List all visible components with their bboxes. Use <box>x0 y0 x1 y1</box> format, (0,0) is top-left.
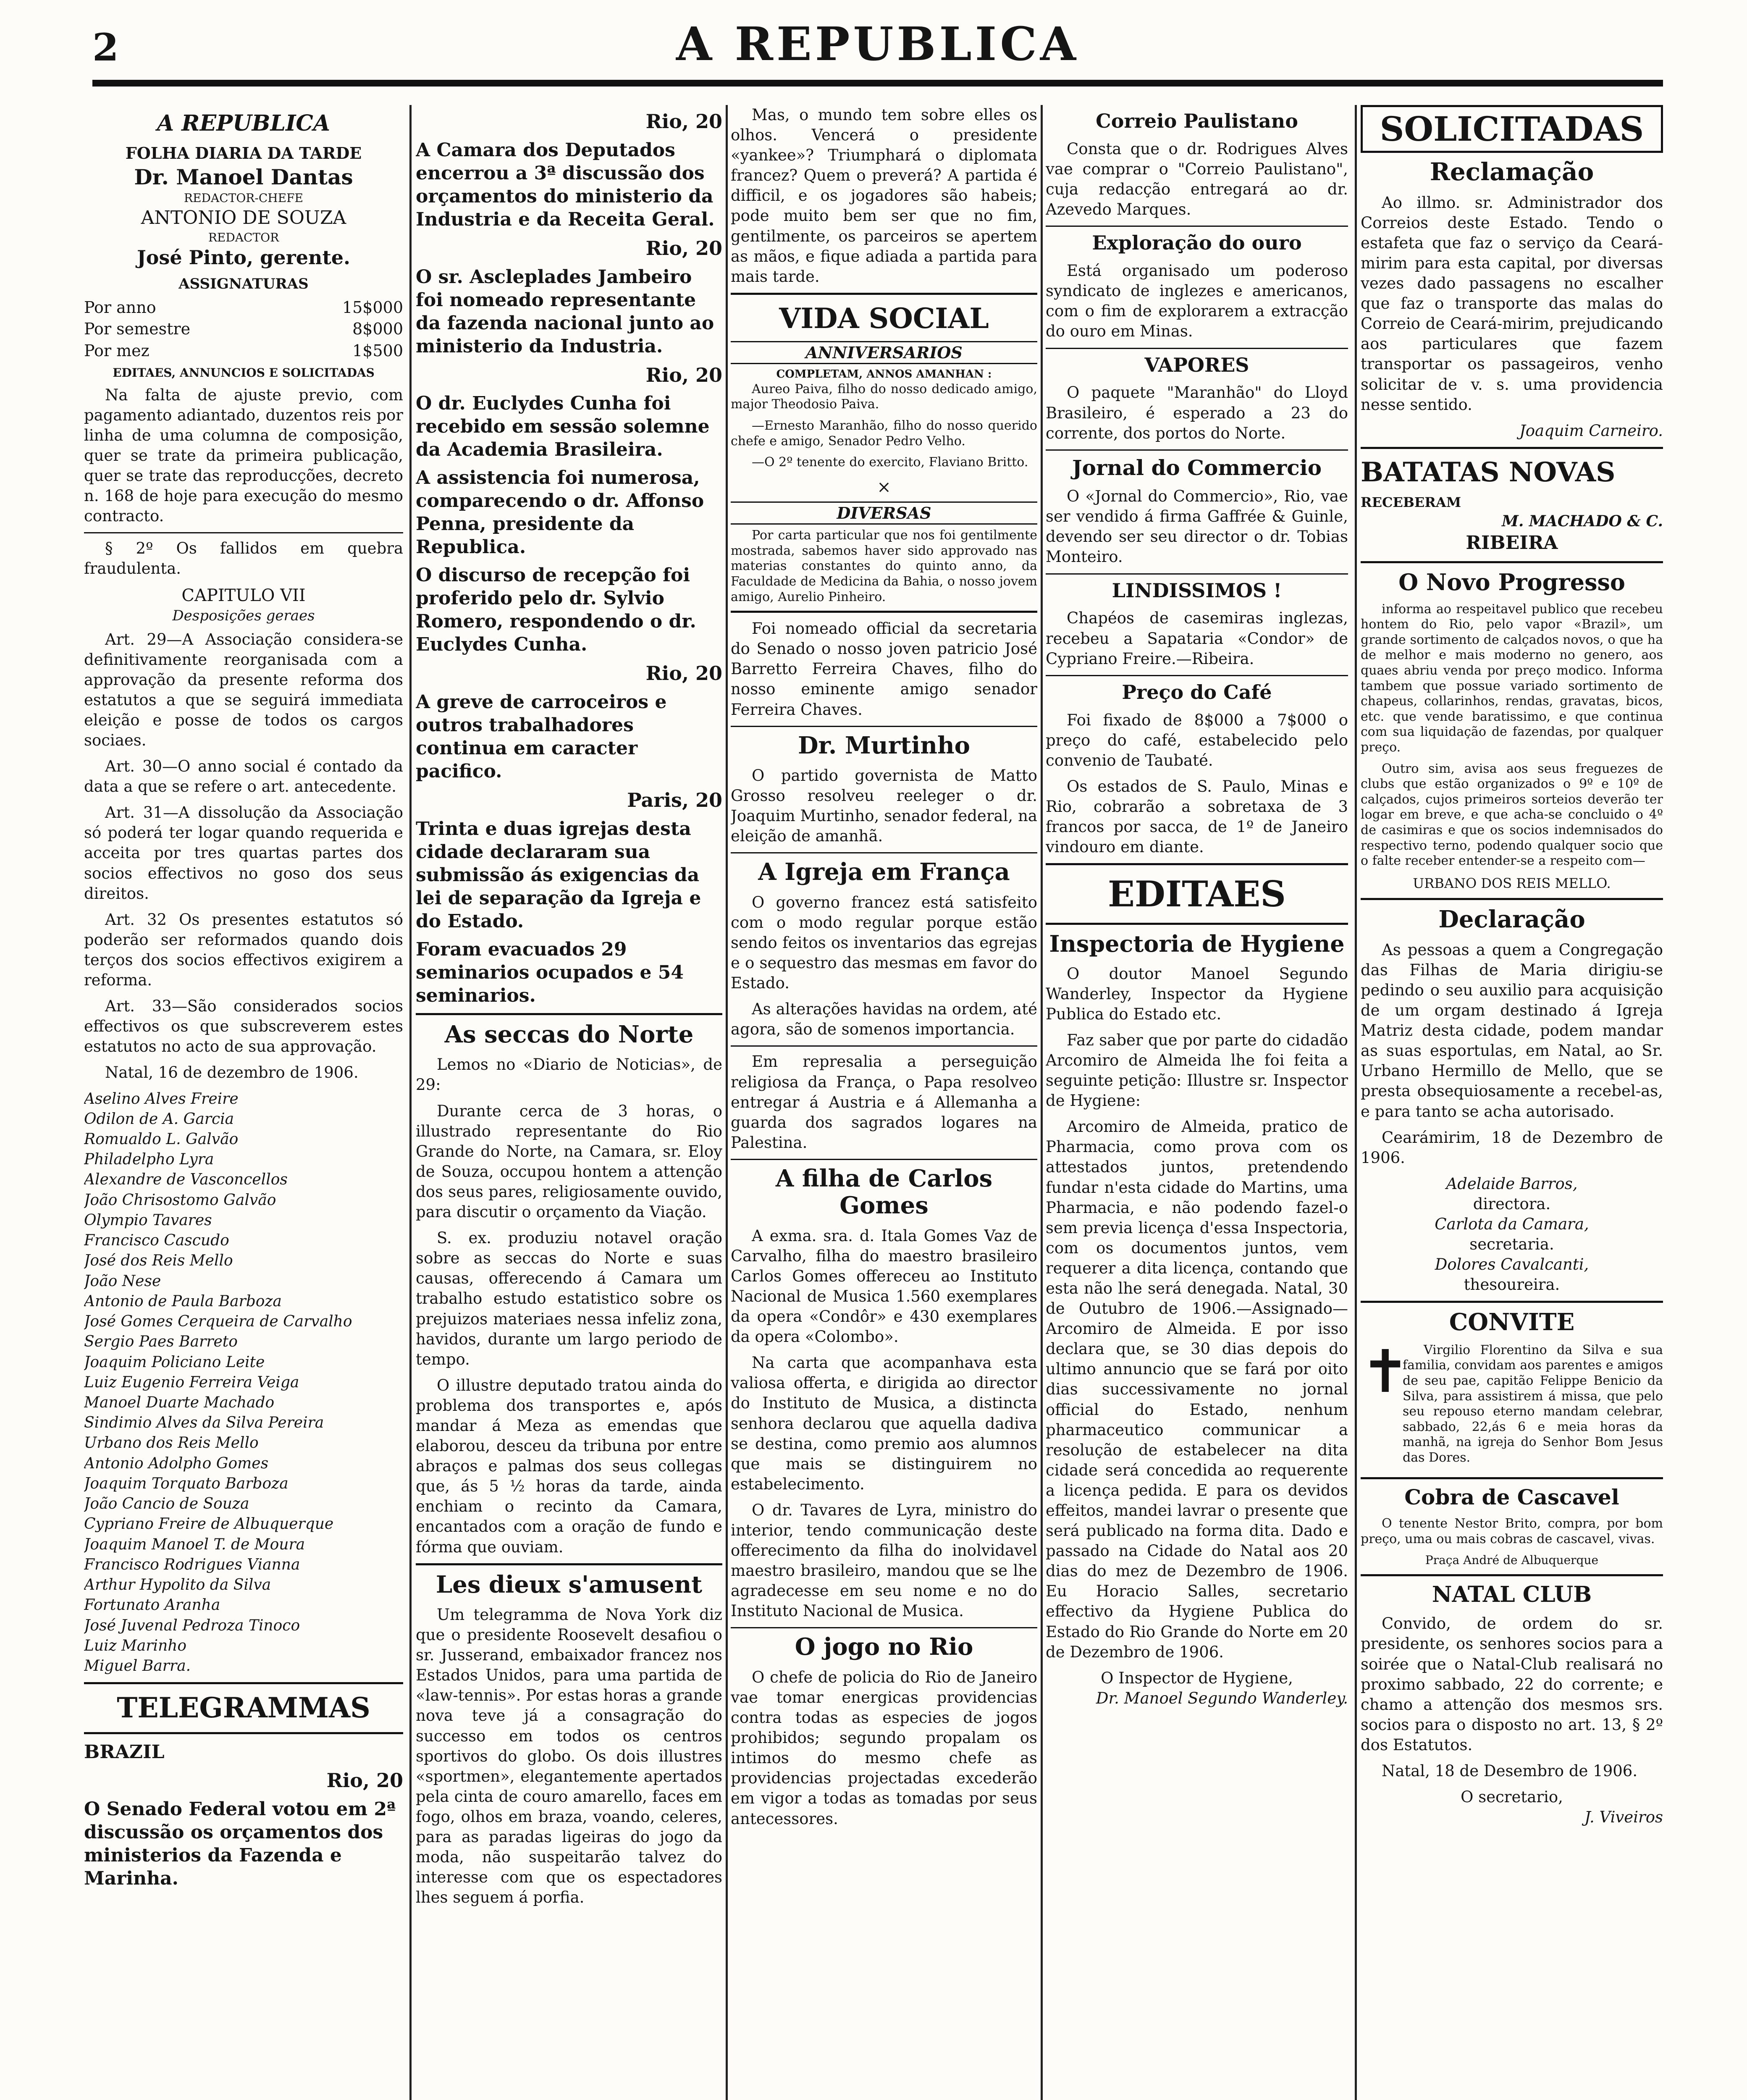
anniversary: —Ernesto Maranhão, filho do nosso querido chefe e amigo, Senador Pedro Velho. <box>731 418 1037 449</box>
paragraph: O tenente Nestor Brito, compra, por bom preço, uma ou mais cobras de cascavel, vivas. <box>1361 1516 1663 1546</box>
paragraph: Mas, o mundo tem sobre elles os olhos. Vencerá o presidente «yankee»? Triumphará o diplomata francez? Quem o preverá? A partida é difficil, e os jogadores são habeis; pode muito bem ser que no fim, gentilmente, os parceiros se apertem as mãos, e fique adiada a partida para mais tarde. <box>731 106 1037 286</box>
signature-name: Fortunato Aranha <box>84 1596 220 1614</box>
signature: Carlota da Camara, <box>1435 1215 1589 1233</box>
paragraph: Foi nomeado official da secretaria do Senado o nosso joven patricio José Barretto Ferreira Chaves, filho do nosso eminente amigo senador Ferreira Chaves. <box>731 620 1037 719</box>
ad-location: RIBEIRA <box>1466 532 1558 554</box>
subscription-row <box>84 341 403 361</box>
dateline: Natal, 16 de dezembro de 1906. <box>105 1063 359 1082</box>
paragraph: As pessoas a quem a Congregação das Filhas de Maria dirigiu-se pedindo o seu auxilio para acquisição de um orgam destinado á Igreja Matriz desta cidade, podem mandar as suas esportulas, em Natal, ao Sr. Urbano Hermillo de Mello, que se presta obsequiosamente a recebel-as, e para tanto se acha autorisado. <box>1361 940 1663 1121</box>
signature-name: Cypriano Freire de Albuquerque <box>84 1515 334 1533</box>
signature-name: Sindimio Alves da Silva Pereira <box>84 1414 324 1432</box>
subscription-label: Por semestre <box>84 320 191 339</box>
column-divider <box>1355 105 1357 2100</box>
headline: O Novo Progresso <box>1398 568 1625 596</box>
rule <box>731 611 1037 613</box>
article: Art. 33—São considerados socios effectivos os que subscreverem estes estatutos no acto de sua approvação. <box>84 997 403 1056</box>
column-divider <box>726 105 728 2100</box>
rule <box>1046 348 1348 349</box>
paragraph: Foi fixado de 8$000 a 7$000 o preço do café, estabelecido pelo convenio de Taubaté. <box>1046 711 1348 769</box>
subscription-price: 8$000 <box>352 320 403 339</box>
paper-name: A REPUBLICA <box>157 110 331 136</box>
rule <box>731 1045 1037 1047</box>
signature: Dr. Manoel Segundo Wanderley. <box>1096 1689 1348 1707</box>
column-1 <box>84 105 403 2100</box>
telegram: O sr. Ascleplades Jambeiro foi nomeado representante da fazenda nacional junto ao ministerio da Industria. <box>416 266 714 357</box>
cross-icon: ✝ <box>1361 1337 1410 1406</box>
signature-name: Aselino Alves Freire <box>84 1090 239 1108</box>
paper-subtitle: FOLHA DIARIA DA TARDE <box>125 143 362 163</box>
telegram-dateline: Rio, 20 <box>326 1769 403 1792</box>
subscription-price: 1$500 <box>352 341 403 360</box>
chapter-subtitle: Desposições geraes <box>172 607 315 625</box>
telegram: O dr. Euclydes Cunha foi recebido em sessão solemne da Academia Brasileira. <box>416 393 710 461</box>
paragraph: O «Jornal do Commercio», Rio, vae ser vendido á firma Gaffrée & Guinle, devendo ser seu director o dr. Tobias Monteiro. <box>1046 487 1348 566</box>
paragraph: Chapéos de casemiras inglezas, recebeu a Sapataria «Condor» de Cypriano Freire.—Ribeira. <box>1046 609 1348 668</box>
telegram: O Senado Federal votou em 2ª discussão os orçamentos dos ministerios da Fazenda e Marinha. <box>84 1798 396 1890</box>
rule <box>416 1013 722 1015</box>
rule <box>731 1627 1037 1628</box>
column-divider <box>1041 105 1043 2100</box>
signature: URBANO DOS REIS MELLO. <box>1413 875 1611 891</box>
signature-name: José Gomes Cerqueira de Carvalho <box>84 1313 352 1331</box>
subsection-title: DIVERSAS <box>731 501 1037 525</box>
subscription-row <box>84 297 403 318</box>
headline: A Igreja em França <box>758 858 1010 886</box>
masthead: A REPUBLICA <box>676 17 1080 71</box>
ads-text: Na falta de ajuste previo, com pagamento adiantado, duzentos reis por linha de uma columna de composição, quer se trate da primeira publicação, quer se trate das reproducções, decreto n. 168 de hoje para execução do mesmo contracto. <box>84 386 403 525</box>
rule <box>1361 1301 1663 1303</box>
article: Art. 29—A Associação considera-se definitivamente reorganisada com a approvação da presente reforma dos estatutos a que se seguirá immediata eleição e posse de todos os cargos sociaes. <box>84 630 403 749</box>
rule <box>1361 1574 1663 1576</box>
rule <box>84 532 403 533</box>
paragraph: Durante cerca de 3 horas, o illustrado representante do Rio Grande do Norte, na Camara, sr. Eloy de Souza, occupou hontem a attenção dos seus pares, religiosamente ouvido, para discutir o orçamento da Viação. <box>416 1102 722 1221</box>
signature-role: secretaria. <box>1469 1235 1554 1254</box>
editor-role: REDACTOR <box>208 230 279 244</box>
telegram-dateline: Rio, 20 <box>645 110 722 133</box>
rule <box>1361 561 1663 563</box>
rule <box>731 293 1037 295</box>
paragraph: O dr. Tavares de Lyra, ministro do interior, tendo communicação deste offerecimento da filha do inolvidavel maestro brasileiro, mandou que se lhe agradecesse em seu nome e no do Instituto Nacional de Musica. <box>731 1501 1037 1620</box>
telegram: A assistencia foi numerosa, comparecendo o dr. Affonso Penna, presidente da Republica. <box>416 467 704 558</box>
page-header <box>92 17 1663 84</box>
paragraph: Consta que o dr. Rodrigues Alves vae comprar o "Correio Paulistano", cuja redacção entregará ao dr. Azevedo Marques. <box>1046 139 1348 219</box>
paragraph: S. ex. produziu notavel oração sobre as seccas do Norte e suas causas, offerecendo á Camara um trabalho estudo estatistico sobre os prejuizos materiaes nessa infeliz zona, havidos, durante um largo periodo de tempo. <box>416 1229 722 1368</box>
paragraph: § 2º Os fallidos em quebra fraudulenta. <box>84 539 403 578</box>
headline: Exploração do ouro <box>1092 231 1302 255</box>
paragraph: O doutor Manoel Segundo Wanderley, Inspector da Hygiene Publica do Estado etc. <box>1046 964 1348 1023</box>
column-2 <box>416 105 722 2100</box>
article: Art. 31—A dissolução da Associação só poderá ter logar quando requerida e acceita por tres quartas partes dos socios effectivos no goso dos seus direitos. <box>84 803 403 903</box>
telegram-dateline: Rio, 20 <box>645 236 722 260</box>
signature-name: Joaquim Torquato Barboza <box>84 1475 289 1492</box>
headline: Dr. Murtinho <box>797 731 971 759</box>
invitation <box>1361 1337 1663 1472</box>
signature-role: O secretario, <box>1461 1788 1563 1806</box>
rule <box>1046 449 1348 451</box>
rule <box>1046 863 1348 865</box>
signature-name: Joaquim Policiano Leite <box>84 1353 265 1371</box>
ads-title: EDITAES, ANNUNCIOS E SOLICITADAS <box>113 366 375 380</box>
paragraph: A exma. sra. d. Itala Gomes Vaz de Carvalho, filha do maestro brasileiro Carlos Gomes offereceu ao Instituto Nacional de Musica 1.560 exemplares da opera «Condôr» e 430 exemplares da opera «Colombo». <box>731 1226 1037 1346</box>
signature-name: Joaquim Manoel T. de Moura <box>84 1536 305 1553</box>
section-title: EDITAES <box>1108 873 1286 915</box>
headline: O jogo no Rio <box>795 1633 973 1661</box>
paragraph: Está organisado um poderoso syndicato de inglezes e americanos, com o fim de explorarem a extracção do ouro em Minas. <box>1046 262 1348 341</box>
paragraph: Virgilio Florentino da Silva e sua familia, convidam aos parentes e amigos de seu pae, capitão Felippe Benicio da Silva, para assistirem á missa, que pelo seu repouso eterno mandam celebrar, sabbado, 22,ás 6 e meia horas da manhã, na igreja do Senhor Bom Jesus das Dores. <box>1403 1342 1663 1465</box>
editor-chief-role: REDACTOR-CHEFE <box>184 191 303 205</box>
signature-role: thesoureira. <box>1464 1276 1560 1294</box>
paragraph: Arcomiro de Almeida, pratico de Pharmacia, como prova com os attestados juntos, pretendendo fundar n'esta cidade do Martins, uma Pharmacia, e não podendo fazel-o sem previa licença d'essa Inspectoria, com os documentos juntos, vem requerer a dita licença, contando que esta não lhe será denegada. Natal, 30 de Outubro de 1906.—Assignado—Arcomiro de Almeida. E por isso declara que, se 30 dias depois do ultimo annuncio que se fará por oito dias successivamente no jornal official do Estado, nenhum pharmaceutico communicar a resolução de estabelecer na dita cidade será concedida ao requerente a licença pedida. E para os devidos effeitos, mandei lavrar o presente que será publicado na forma dita. Dado e passado na Cidade do Natal aos 20 dias do mez de Dezembro de 1906. Eu Horacio Salles, secretario effectivo da Hygiene Publica do Estado do Rio Grande do Norte em 20 de Dezembro de 1906. <box>1046 1118 1348 1661</box>
signature: Adelaide Barros, <box>1446 1174 1578 1193</box>
manager: José Pinto, gerente. <box>137 246 350 269</box>
ad-firm: M. MACHADO & C. <box>1502 512 1663 530</box>
signature-name: Romualdo L. Galvão <box>84 1130 239 1148</box>
rule <box>1046 923 1348 925</box>
signature-name: Philadelpho Lyra <box>84 1151 214 1168</box>
paragraph: O governo francez está satisfeito com o modo regular porque estão sendo feitos os inventarios das egrejas e o sequestro das mesmas em favor do Estado. <box>731 893 1037 992</box>
headline: Les dieux s'amusent <box>435 1570 703 1599</box>
signature: J. Viveiros <box>1584 1808 1663 1827</box>
article: Art. 30—O anno social é contado da data a que se refere o art. antecedente. <box>84 757 403 796</box>
section-title: SOLICITADAS <box>1361 105 1663 153</box>
column-divider <box>409 105 412 2100</box>
anniversary: —O 2º tenente do exercito, Flaviano Britto. <box>752 455 1028 470</box>
telegram: A greve de carroceiros e outros trabalhadores continua em caracter pacifico. <box>416 691 667 782</box>
headline: Declaração <box>1438 906 1585 934</box>
subscription-price: 15$000 <box>342 298 403 317</box>
rule <box>84 1732 403 1734</box>
telegram-dateline: Rio, 20 <box>645 363 722 386</box>
paragraph: Os estados de S. Paulo, Minas e Rio, cobrarão a sobretaxa de 3 francos por sacca, de 1º de Janeiro vindouro em diante. <box>1046 777 1348 856</box>
rule <box>1046 226 1348 227</box>
rule <box>1361 447 1663 449</box>
telegram: A Camara dos Deputados encerrou a 3ª discussão dos orçamentos do ministerio da Industria e da Receita Geral. <box>416 139 715 230</box>
signature-name: José dos Reis Mello <box>84 1252 233 1270</box>
signature-name: João Cancio de Souza <box>84 1495 249 1513</box>
section-title: VIDA SOCIAL <box>779 302 989 335</box>
signature: Dolores Cavalcanti, <box>1435 1255 1589 1274</box>
paragraph: Faz saber que por parte do cidadão Arcomiro de Almeida lhe foi feita a seguinte petição: Illustre sr. Inspector de Hygiene: <box>1046 1031 1348 1110</box>
paragraph: Convido, de ordem do sr. presidente, os senhores socios para a soirée que o Natal-Club realisará no proximo sabbado, 22 do corrente; e chamo a attenção dos mesmos srs. socios para o disposto no art. 13, § 2º dos Estatutos. <box>1361 1614 1663 1754</box>
signature-name: Luiz Marinho <box>84 1637 187 1654</box>
paragraph: Lemos no «Diario de Noticias», de 29: <box>416 1055 722 1094</box>
signature-name: José Juvenal Pedroza Tinoco <box>84 1617 300 1634</box>
page-number: 2 <box>92 25 119 70</box>
paragraph: O chefe de policia do Rio de Janeiro vae tomar energicas providencias contra todas as especies de jogos prohibidos; segundo propalam os intimos do mesmo chefe as providencias projectadas excederão em vigor a todas as tomadas por seus antecessores. <box>731 1668 1037 1828</box>
signature-name: Olympio Tavares <box>84 1211 212 1229</box>
signature-name: Urbano dos Reis Mello <box>84 1434 259 1452</box>
article: Art. 32 Os presentes estatutos só poderão ser reformados quando dois terços dos socios effectivos exigirem a reforma. <box>84 910 403 990</box>
rule <box>1046 573 1348 575</box>
paragraph: Outro sim, avisa aos seus freguezes de clubs que estão organizados o 9º e 10º de calçados, cujos primeiros sorteios deverão ter logar em breve, e que acha-se concluido o 4º de casimiras e que os socios indemnisados do respectivo terno, podendo qualquer socio que o falte receber entender-se a respeito com— <box>1361 761 1663 869</box>
subscription-row <box>84 319 403 339</box>
rule <box>1361 1477 1663 1479</box>
rule <box>731 726 1037 727</box>
signature-name: Francisco Rodrigues Vianna <box>84 1556 300 1573</box>
divider-cross: × <box>877 477 891 497</box>
headline: Cobra de Cascavel <box>1404 1485 1619 1510</box>
masthead-rule <box>92 80 1663 87</box>
headline: VAPORES <box>1144 353 1249 376</box>
signature-name: Manoel Duarte Machado <box>84 1394 275 1412</box>
rule <box>731 852 1037 853</box>
headline: Correio Paulistano <box>1096 110 1298 132</box>
paragraph: O partido governista de Matto Grosso resolveu reeleger o dr. Joaquim Murtinho, senador federal, na eleição de amanhã. <box>731 766 1037 845</box>
rule <box>1046 675 1348 676</box>
headline: As seccas do Norte <box>444 1020 694 1048</box>
headline: Inspectoria de Hygiene <box>1049 930 1345 958</box>
signature-name: Antonio Adolpho Gomes <box>84 1454 269 1472</box>
headline: CONVITE <box>1449 1308 1575 1336</box>
subscription-label: Por mez <box>84 341 150 360</box>
subscriptions-title: ASSIGNATURAS <box>178 275 309 292</box>
telegram: Foram evacuados 29 seminarios ocupados e 54 seminarios. <box>416 938 684 1006</box>
signature-name: Antonio de Paula Barboza <box>84 1292 282 1310</box>
telegram-dateline: Paris, 20 <box>627 789 722 812</box>
column-3 <box>731 105 1037 2100</box>
subsection-title: ANNIVERSARIOS <box>731 341 1037 364</box>
signature-name: Miguel Barra. <box>84 1657 191 1675</box>
ad-title: BATATAS NOVAS <box>1361 456 1616 488</box>
chapter-title: CAPITULO VII <box>181 586 306 606</box>
rule <box>1361 898 1663 900</box>
signature-name: João Nese <box>84 1272 161 1290</box>
rule <box>84 1682 403 1684</box>
column-5 <box>1361 105 1663 2100</box>
telegram-dateline: Rio, 20 <box>645 662 722 685</box>
telegrams-title: TELEGRAMMAS <box>117 1691 370 1725</box>
paragraph: Por carta particular que nos foi gentilmente mostrada, sabemos haver sido approvado nas materias constantes do quinto anno, da Faculdade de Medicina da Bahia, o nosso jovem amigo, Aurelio Pinheiro. <box>731 528 1037 604</box>
headline: Preço do Café <box>1122 680 1272 704</box>
headline: NATAL CLUB <box>1432 1581 1592 1607</box>
column-4 <box>1046 105 1348 2100</box>
rule <box>416 1563 722 1565</box>
paragraph: O paquete "Maranhão" do Lloyd Brasileiro, é esperado a 23 do corrente, dos portos do Norte. <box>1046 383 1348 442</box>
editor: ANTONIO DE SOUZA <box>141 207 346 229</box>
ad-text: RECEBERAM <box>1361 494 1461 510</box>
paragraph: Na carta que acompanhava esta valiosa offerta, e dirigida ao director do Instituto de Musica, a distincta senhora declarou que aquella dadiva se destina, como premio aos alumnos que mais se distinguirem no estabelecimento. <box>731 1354 1037 1493</box>
signature: Joaquim Carneiro. <box>1519 421 1663 440</box>
paragraph: informa ao respeitavel publico que recebeu hontem do Rio, pelo vapor «Brazil», um grande sortimento de calçados novos, o que ha de melhor e mais moderno no genero, aos quaes abriu venda por preço modico. Informa tambem que possue variado sortimento de chapeus, collarinhos, rendas, gravatas, bicos, etc. que vende baratissimo, e que continua com sua liquidação de fazendas, por qualquer preço. <box>1361 601 1663 755</box>
signature-role: directora. <box>1473 1194 1551 1213</box>
editor-chief: Dr. Manoel Dantas <box>134 164 353 189</box>
signature-name: Alexandre de Vasconcellos <box>84 1171 288 1189</box>
signature-list <box>84 1089 403 1677</box>
headline: Reclamação <box>1430 158 1594 186</box>
paragraph: Em represalia a perseguição religiosa da França, o Papa resolveo entregar á Austria e á Allemanha a guarda dos sagrados logares na Palestina. <box>731 1053 1037 1152</box>
telegram: O discurso de recepção foi proferido pelo dr. Sylvio Romero, respondendo o dr. Euclydes Cunha. <box>416 564 696 656</box>
anniversaries-intro: COMPLETAM, ANNOS AMANHAN : <box>776 368 992 381</box>
signature-name: Arthur Hypolito da Silva <box>84 1576 271 1594</box>
headline: Jornal do Commercio <box>1072 455 1322 480</box>
paragraph: Um telegramma de Nova York diz que o presidente Roosevelt desafiou o sr. Jusserand, embaixador francez nos Estados Unidos, para uma partida de «law-tennis». Por estas horas a grande nova teve já a consagração do successo em todos os centros sportivos do globo. Os dois illustres «sportmen», elegantemente apertados pela cinta de couro amarello, faces em fogo, olhos em braza, voando, celeres, para as paradas ligeiras do jogo da moda, não suspeitarão talvez do interesse com que os espectadores lhes seguem á porfia. <box>416 1606 722 1907</box>
subscription-label: Por anno <box>84 298 156 317</box>
telegram: Trinta e duas igrejas desta cidade declararam sua submissão ás exigencias da lei de separação da Igreja e do Estado. <box>416 818 701 932</box>
signature-name: João Chrisostomo Galvão <box>84 1191 276 1209</box>
rule <box>731 1159 1037 1160</box>
headline: LINDISSIMOS ! <box>1112 579 1282 602</box>
paragraph: O illustre deputado tratou ainda do problema dos transportes e, após mandar á Meza as emendas que elaborou, desceu da tribuna por entre abraços e palmas dos seus collegas que, ás 5 ½ horas da tarde, ainda enchiam o recinto da Camara, encantados com a oração de fundo e fórma que ouviam. <box>416 1376 722 1556</box>
ad-location: Praça André de Albuquerque <box>1425 1553 1599 1567</box>
paragraph: Cearámirim, 18 de Dezembro de 1906. <box>1361 1128 1663 1167</box>
paragraph: Ao illmo. sr. Administrador dos Correios deste Estado. Tendo o estafeta que faz o serviço da Ceará-mirim para esta capital, por diversas vezes dado passagens no escalher que faz o transporte das malas do Correio de Ceará-mirim, prejudicando aos particulares que fazem transportar os passageiros, venho solicitar de v. s. uma providencia nesse sentido. <box>1361 193 1663 414</box>
signature-name: Odilon de A. Garcia <box>84 1110 234 1128</box>
signature-role: O Inspector de Hygiene, <box>1101 1669 1293 1687</box>
signature-name: Sergio Paes Barreto <box>84 1333 238 1351</box>
paragraph: Natal, 18 de Desembro de 1906. <box>1382 1762 1638 1780</box>
brazil-heading: BRAZIL <box>84 1741 165 1763</box>
paragraph: As alterações havidas na ordem, até agora, são de somenos importancia. <box>731 1000 1037 1039</box>
signature-name: Luiz Eugenio Ferreira Veiga <box>84 1373 299 1391</box>
signature-name: Francisco Cascudo <box>84 1232 229 1250</box>
headline: A filha de Carlos Gomes <box>775 1164 993 1220</box>
anniversary: Aureo Paiva, filho do nosso dedicado amigo, major Theodosio Paiva. <box>731 381 1037 412</box>
